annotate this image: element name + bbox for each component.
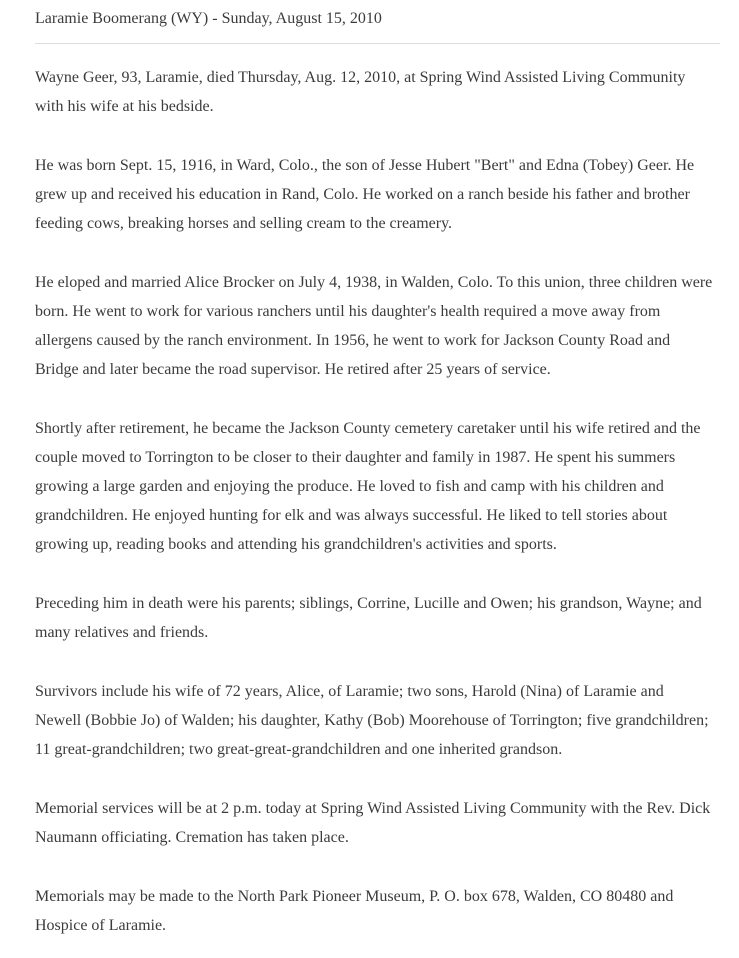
obituary-page (0, 8, 739, 940)
paragraph-preceded-in-death: Preceding him in death were his parents; siblings, Corrine, Lucille and Owen; his grandson, Wayne; and many relatives and friends. (35, 595, 702, 641)
paragraph-memorials: Memorials may be made to the North Park Pioneer Museum, P. O. box 678, Walden, CO 80480 and Hospice of Laramie. (35, 888, 674, 934)
paragraph-memorial-services: Memorial services will be at 2 p.m. today at Spring Wind Assisted Living Community with the Rev. Dick Naumann officiating. Cremation has taken place. (35, 800, 711, 846)
paragraph-retirement-hobbies: Shortly after retirement, he became the Jackson County cemetery caretaker until his wife retired and the couple moved to Torrington to be closer to their daughter and family in 1987. He spent his summers growing a large garden and enjoying the produce. He loved to fish and camp with his children and grandchildren. He enjoyed hunting for elk and was always successful. He liked to tell stories about growing up, reading books and attending his grandchildren's activities and sports. (35, 420, 701, 553)
paragraph-birth-early-life: He was born Sept. 15, 1916, in Ward, Colo., the son of Jesse Hubert "Bert" and Edna (Tobey) Geer. He grew up and received his education in Rand, Colo. He worked on a ranch beside his father and brother feeding cows, breaking horses and selling cream to the creamery. (35, 157, 695, 232)
obituary-body (35, 63, 720, 940)
paragraph-death-announcement: Wayne Geer, 93, Laramie, died Thursday, Aug. 12, 2010, at Spring Wind Assisted Living Community with his wife at his bedside. (35, 69, 686, 115)
publication-source-line: Laramie Boomerang (WY) - Sunday, August 15, 2010 (35, 10, 382, 27)
paragraph-survivors: Survivors include his wife of 72 years, Alice, of Laramie; two sons, Harold (Nina) of Laramie and Newell (Bobbie Jo) of Walden; his daughter, Kathy (Bob) Moorehouse of Torrington; five grandchildren; 11 great-grandchildren; two great-great-grandchildren and one inherited grandson. (35, 683, 709, 758)
paragraph-marriage-career: He eloped and married Alice Brocker on July 4, 1938, in Walden, Colo. To this union, three children were born. He went to work for various ranchers until his daughter's health required a move away from allergens caused by the ranch environment. In 1956, he went to work for Jackson County Road and Bridge and later became the road supervisor. He retired after 25 years of service. (35, 274, 713, 378)
header-divider (35, 43, 720, 44)
